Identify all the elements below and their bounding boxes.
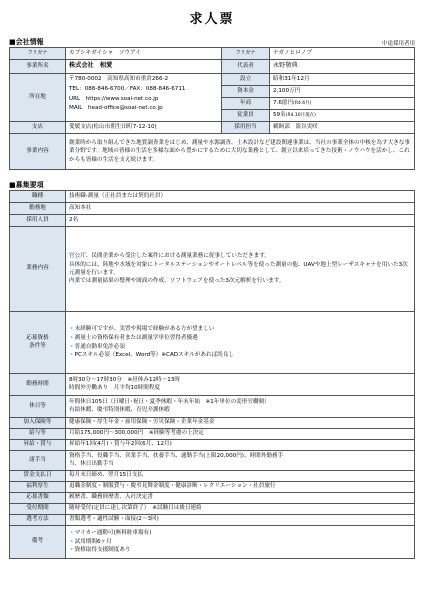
address-tel-fax: TEL：088-846-6700／FAX：088-846-6711 (69, 85, 186, 92)
representative-name: 永野敬典 (270, 60, 415, 74)
salary-label: 給与等 (10, 429, 66, 440)
business-description: 創業時から取り組んできた地質調査業をはじめ、測量や水源調査、土木設計など建設関連事業は、当社の事業全体の中核を為す大きな事業分野です。地域の皆様の生活を多様な面から豊かにするために大切な業務として、創立以来培ってきた技術・ノウハウを活かし、これからも皆様の生活を支え続けます。 (66, 134, 415, 170)
address-block (66, 74, 222, 122)
recruiter-label: 採用担当 (222, 122, 270, 134)
headcount-value: 2名 (66, 215, 415, 227)
company-info-table (9, 47, 415, 170)
job-requirements-table (9, 190, 415, 559)
welfare-value: 退職金制度・制服貸与・慶弔見舞金制度・健康診断・レクリエーション・社員旅行 (66, 482, 415, 493)
company-name-label: 事業所名 (10, 60, 66, 74)
company-section-heading: ■会社情報 (9, 38, 44, 46)
duties-line: 官公庁、民間企業から受注した案件における測量業務に従事していただきます。 (69, 253, 270, 260)
business-label: 事業内容 (10, 134, 66, 170)
revenue-note: (R4.6月) (293, 100, 312, 106)
raise-bonus-value: 昇給年1回(4月)・賞与年2回(6月、12月) (66, 440, 415, 451)
job-type-label: 職種 (10, 191, 66, 203)
employees-cell (270, 110, 415, 122)
duties-line: 内業では測量結果の整理や図面の作成、ソフトウェアを使った3次元解析を行います。 (69, 278, 285, 285)
remarks-label: 備考 (10, 526, 66, 559)
insurance-label: 加入保険等 (10, 418, 66, 429)
remarks-list (66, 526, 415, 559)
job-section-heading: ■募集要項 (9, 181, 44, 189)
salary-value: 月給175,000円～300,000円 ※経験等考慮の上決定 (66, 429, 415, 440)
remarks-item: ・マイカー通勤可(無料駐車場有) (69, 530, 152, 537)
holidays-line: 年間休日105日（日曜日･祝日・夏季休暇・年末年始 ※1年単位の変形労働制） (69, 398, 270, 405)
selection-label: 選考方法 (10, 515, 66, 526)
remarks-item: ・試用期間6ヶ月 (69, 538, 112, 545)
job-section-header (9, 179, 415, 190)
established-value: 昭和31年12月 (270, 74, 415, 86)
established-label: 設立 (222, 74, 270, 86)
revenue-value: 7.6億円 (273, 99, 294, 106)
holidays-value (66, 396, 415, 418)
rep-furigana-label: フリガナ (222, 48, 270, 60)
revenue-label: 年商 (222, 98, 270, 110)
branch-label: 支店 (10, 122, 66, 134)
branch-value: 愛媛支店(松山市朝生田町7-12-10) (66, 122, 222, 134)
hours-value (66, 374, 415, 396)
welfare-label: 福利厚生 (10, 482, 66, 493)
workplace-value: 高知本社 (66, 203, 415, 215)
qualifications-list (66, 312, 415, 374)
employees-note: (R4.10月現在) (285, 112, 316, 118)
allowances-line: 資格手当、役職手当、営業手当、扶養手当、通勤手当(上限20,000円)、時間外勤務手 (69, 452, 284, 459)
address-mail: MAIL head-office@soai-net.co.jp (69, 105, 163, 112)
recruiter-value: 鵜飼部 盗谷実咲 (270, 122, 415, 134)
revenue-cell (270, 98, 415, 110)
company-furigana: カブシキガイシャ ソウアイ (66, 48, 222, 60)
documents-label: 応募書類 (10, 493, 66, 504)
headcount-label: 採用人員 (10, 215, 66, 227)
qualification-item: ・普通自動車免許必須 (69, 343, 125, 350)
capital-value: 2,100万円 (270, 86, 415, 98)
documents-value: 履歴書、職務経歴書、入社決定書 (66, 493, 415, 504)
address-postal: 〒780-0002 高知県高知市重倉266-2 (69, 76, 169, 82)
remarks-item: ・資格取得支援制度あり (69, 547, 131, 554)
qualifications-label: 応募資格 条件等 (10, 312, 66, 374)
period-value: 随時受付(定員に達し次第終了） ※試験日は後日連絡 (66, 504, 415, 515)
job-type-value: 技術職-測量（正社員または契約社員） (66, 191, 415, 203)
payday-label: 賃金支払日 (10, 471, 66, 482)
workplace-label: 勤務地 (10, 203, 66, 215)
company-section-header (9, 36, 415, 47)
qualification-item: ・未経験可ですが、実習や現場で経験がある方が望ましい (69, 325, 215, 332)
allowances-value (66, 451, 415, 471)
employees-label: 従業員 (222, 110, 270, 122)
furigana-label: フリガナ (10, 48, 66, 60)
insurance-value: 健康保険・厚生年金・雇用保険・労災保険・企業年金基金 (66, 418, 415, 429)
hours-line: 8時30分～17時30分 ※昼休み12時～13時 (69, 376, 180, 383)
selection-value: 書類選考・適性試験・面接(2～3回) (66, 515, 415, 526)
representative-label: 代表者 (222, 60, 270, 74)
qualification-item: ・測量士の資格保有者または測量学単位習得者優遇 (69, 334, 198, 341)
employees-value: 59名 (273, 111, 286, 118)
address-url: URL https://www.soai-net.co.jp (69, 95, 159, 102)
hours-label: 勤務時間 (10, 374, 66, 396)
allowances-label: 諸手当 (10, 451, 66, 471)
hire-type-note: 中途採用者用 (381, 41, 415, 47)
qualification-item: ・PCスキル必須（Excel、Word等）※CADスキルがあれば尚良し (69, 352, 234, 359)
duties-description (66, 227, 415, 312)
period-label: 受付期間 (10, 504, 66, 515)
holidays-label: 休日等 (10, 396, 66, 418)
allowances-line: 当、休日出勤手当 (69, 460, 114, 467)
payday-value: 毎月末日締め、翌月15日支払 (66, 471, 415, 482)
holidays-line: 有給休暇、慶弔特別休暇、育児介護休暇 (69, 406, 170, 413)
company-name: 株式会社 相愛 (66, 60, 222, 74)
rep-furigana: ナガノヒロノブ (270, 48, 415, 60)
address-label: 所在地 (10, 74, 66, 122)
hours-line: 時間外労働あり 月平均10時間程度 (69, 384, 161, 391)
page-title: 求人票 (189, 12, 235, 27)
capital-label: 資本金 (222, 86, 270, 98)
raise-bonus-label: 昇給・賞与 (10, 440, 66, 451)
duties-line: 具体的には、陸地や水域を対象にトータルステーションやオートレベル等を使った測量の他、UAVや地上型レーザスキャナを用いた3次元測量を行います。 (69, 261, 408, 276)
duties-label: 業務内容 (10, 227, 66, 312)
